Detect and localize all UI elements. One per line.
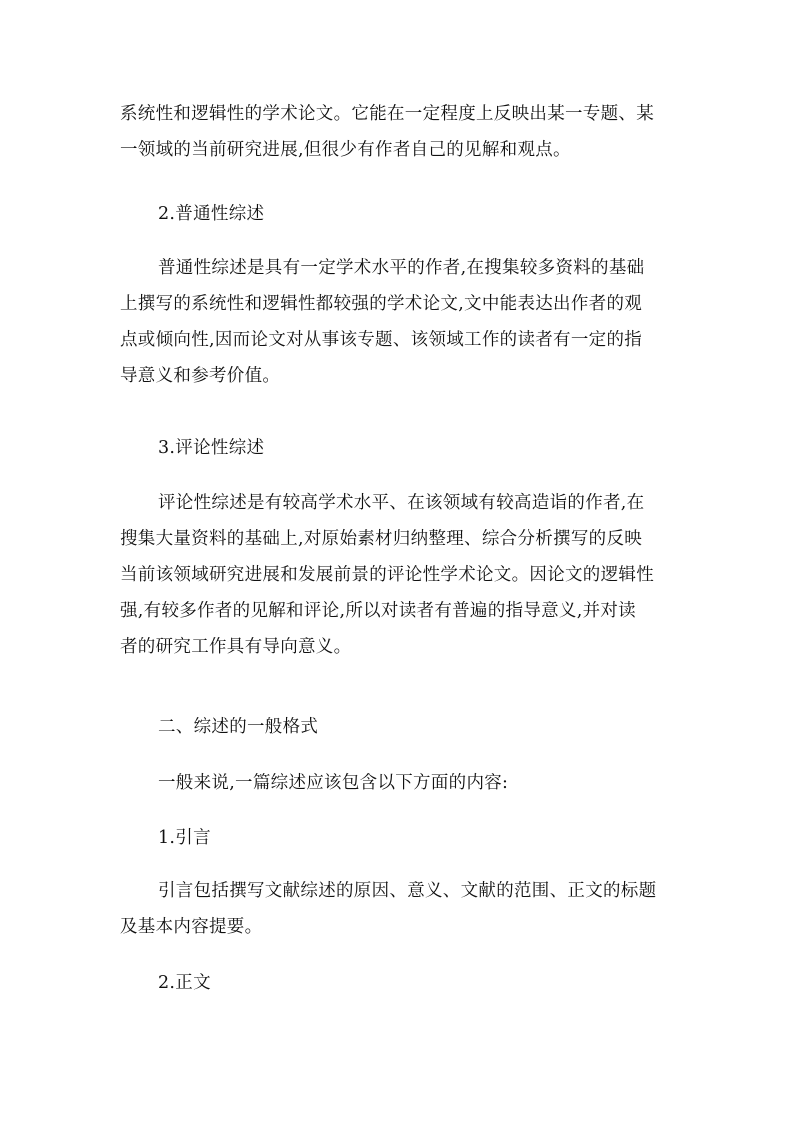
text-line: 系统性和逻辑性的学术论文。它能在一定程度上反映出某一专题、某 <box>120 104 654 124</box>
text-line: 一领域的当前研究进展,但很少有作者自己的见解和观点。 <box>120 140 571 160</box>
text-line: 点或倾向性,因而论文对从事该专题、该领域工作的读者有一定的指 <box>120 330 643 350</box>
heading-preface: 1.引言 <box>158 828 211 848</box>
paragraph-critical-review <box>120 485 676 665</box>
paragraph-format-intro: 一般来说,一篇综述应该包含以下方面的内容: <box>158 773 509 793</box>
heading-general-review: 2.普通性综述 <box>158 204 265 224</box>
text-line: 强,有较多作者的见解和评论,所以对读者有普遍的指导意义,并对读 <box>120 601 636 621</box>
text-line: 及基本内容提要。 <box>120 917 263 937</box>
paragraph-general-review <box>120 250 676 394</box>
text-line: 当前该领域研究进展和发展前景的评论性学术论文。因论文的逻辑性 <box>120 565 654 585</box>
heading-body: 2.正文 <box>158 973 211 993</box>
text-line: 导意义和参考价值。 <box>120 366 281 386</box>
paragraph-continuation <box>120 96 676 168</box>
text-line: 引言包括撰写文献综述的原因、意义、文献的范围、正文的标题 <box>158 881 657 901</box>
text-line: 普通性综述是具有一定学术水平的作者,在搜集较多资料的基础 <box>158 258 645 278</box>
heading-critical-review: 3.评论性综述 <box>158 438 265 458</box>
text-line: 搜集大量资料的基础上,对原始素材归纳整理、综合分析撰写的反映 <box>120 529 643 549</box>
text-line: 评论性综述是有较高学术水平、在该领域有较高造诣的作者,在 <box>158 493 645 513</box>
paragraph-preface <box>120 873 676 945</box>
text-line: 上撰写的系统性和逻辑性都较强的学术论文,文中能表达出作者的观 <box>120 294 643 314</box>
heading-general-format: 二、综述的一般格式 <box>158 717 319 737</box>
text-line: 者的研究工作具有导向意义。 <box>120 637 352 657</box>
